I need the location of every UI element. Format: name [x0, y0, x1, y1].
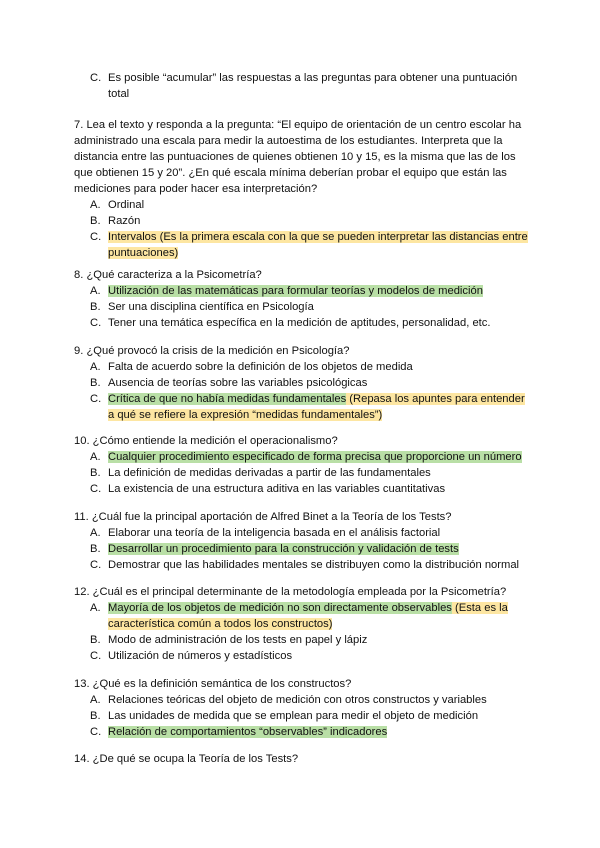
option-letter: A.	[90, 285, 101, 297]
option-text: Utilización de números y estadísticos	[108, 650, 293, 662]
option-letter: B.	[90, 467, 101, 479]
option-letter: B.	[90, 215, 101, 227]
question-text: 9. ¿Qué provocó la crisis de la medición en Psicología?	[74, 345, 350, 357]
option-8a	[74, 283, 534, 299]
option-12b	[74, 632, 534, 648]
option-text: Falta de acuerdo sobre la definición de los objetos de medida	[108, 361, 413, 373]
question-14	[74, 751, 534, 767]
option-11b	[74, 541, 534, 557]
option-6c	[74, 70, 534, 102]
option-letter: C.	[90, 72, 102, 84]
question-text: 11. ¿Cuál fue la principal aportación de Alfred Binet a la Teoría de los Tests?	[74, 511, 452, 523]
question-text: 7. Lea el texto y responda a la pregunta: “El equipo de orientación de un centro escolar ha administrado una escala para medir la autoestima de los estudiantes. Interpreta que la distancia entre las puntuaciones de quienes obtienen 10 y 15, es la misma que las de los que obtienen 15 y 20”. ¿En qué escala mínima deberían probar el equipo que están las mediciones para poder hacer esa interpretación?	[74, 119, 522, 195]
option-note: (Repasa los apuntes para entender a qué se refiere la expresión “medidas fundamentales”)	[108, 393, 525, 421]
option-13c	[74, 724, 534, 740]
option-letter: C.	[90, 317, 102, 329]
option-answer-correct: Mayoría de los objetos de medición no son directamente observables	[108, 602, 452, 614]
option-text: Ordinal	[108, 199, 145, 211]
option-9a	[74, 359, 534, 375]
option-13b	[74, 708, 534, 724]
option-letter: C.	[90, 483, 102, 495]
option-letter: C.	[90, 559, 102, 571]
question-text: 14. ¿De qué se ocupa la Teoría de los Tests?	[74, 753, 299, 765]
option-text-correct: Relación de comportamientos “observables” indicadores	[108, 726, 388, 738]
option-12a	[74, 600, 534, 632]
option-11a	[74, 525, 534, 541]
question-text: 8. ¿Qué caracteriza a la Psicometría?	[74, 269, 262, 281]
option-text-correct: Cualquier procedimiento especificado de forma precisa que proporcione un número	[108, 451, 522, 463]
option-9b	[74, 375, 534, 391]
option-text: La definición de medidas derivadas a partir de las fundamentales	[108, 467, 431, 479]
question-text: 12. ¿Cuál es el principal determinante de la metodología empleada por la Psicometría?	[74, 586, 507, 598]
option-letter: C.	[90, 726, 102, 738]
option-text: Relaciones teóricas del objeto de medición con otros constructos y variables	[108, 694, 487, 706]
option-13a	[74, 692, 534, 708]
option-letter: C.	[90, 393, 102, 405]
option-10c	[74, 481, 534, 497]
option-letter: C.	[90, 231, 102, 243]
option-text: Ser una disciplina científica en Psicología	[108, 301, 314, 313]
option-note: (Esta es la característica común a todos los constructos)	[108, 602, 508, 630]
option-8c	[74, 315, 534, 331]
option-text: Tener una temática específica en la medición de aptitudes, personalidad, etc.	[108, 317, 491, 329]
option-text: La existencia de una estructura aditiva en las variables cuantitativas	[108, 483, 446, 495]
option-10a	[74, 449, 534, 465]
option-text: Las unidades de medida que se emplean para medir el objeto de medición	[108, 710, 479, 722]
option-letter: A.	[90, 361, 101, 373]
question-7	[74, 117, 534, 261]
option-text-correct: Utilización de las matemáticas para formular teorías y modelos de medición	[108, 285, 483, 297]
option-letter: B.	[90, 301, 101, 313]
question-12	[74, 584, 534, 664]
option-text: Es posible “acumular” las respuestas a las preguntas para obtener una puntuación total	[108, 72, 518, 100]
question-6-tail	[74, 70, 534, 102]
question-8	[74, 267, 534, 331]
option-text: Razón	[108, 215, 141, 227]
question-text: 13. ¿Qué es la definición semántica de los constructos?	[74, 678, 352, 690]
option-answer-correct: Crítica de que no había medidas fundamentales	[108, 393, 347, 405]
option-text: Demostrar que las habilidades mentales se distribuyen como la distribución normal	[108, 559, 520, 571]
question-13	[74, 676, 534, 740]
question-text: 10. ¿Cómo entiende la medición el operacionalismo?	[74, 435, 338, 447]
option-text-correct: Desarrollar un procedimiento para la construcción y validación de tests	[108, 543, 459, 555]
option-letter: A.	[90, 199, 101, 211]
option-7a	[74, 197, 534, 213]
option-7c	[74, 229, 534, 261]
question-11	[74, 509, 534, 573]
option-letter: B.	[90, 543, 101, 555]
option-11c	[74, 557, 534, 573]
option-9c	[74, 391, 534, 423]
option-letter: B.	[90, 377, 101, 389]
option-10b	[74, 465, 534, 481]
option-letter: A.	[90, 527, 101, 539]
option-letter: A.	[90, 694, 101, 706]
option-text-highlighted: Intervalos (Es la primera escala con la que se pueden interpretar las distancias entre puntuaciones)	[108, 231, 528, 259]
option-text: Elaborar una teoría de la inteligencia basada en el análisis factorial	[108, 527, 441, 539]
option-letter: B.	[90, 710, 101, 722]
option-letter: A.	[90, 602, 101, 614]
option-text: Ausencia de teorías sobre las variables psicológicas	[108, 377, 368, 389]
option-text: Modo de administración de los tests en papel y lápiz	[108, 634, 368, 646]
option-letter: B.	[90, 634, 101, 646]
question-9	[74, 343, 534, 423]
option-letter: C.	[90, 650, 102, 662]
option-12c	[74, 648, 534, 664]
option-7b	[74, 213, 534, 229]
option-letter: A.	[90, 451, 101, 463]
question-10	[74, 433, 534, 497]
option-8b	[74, 299, 534, 315]
